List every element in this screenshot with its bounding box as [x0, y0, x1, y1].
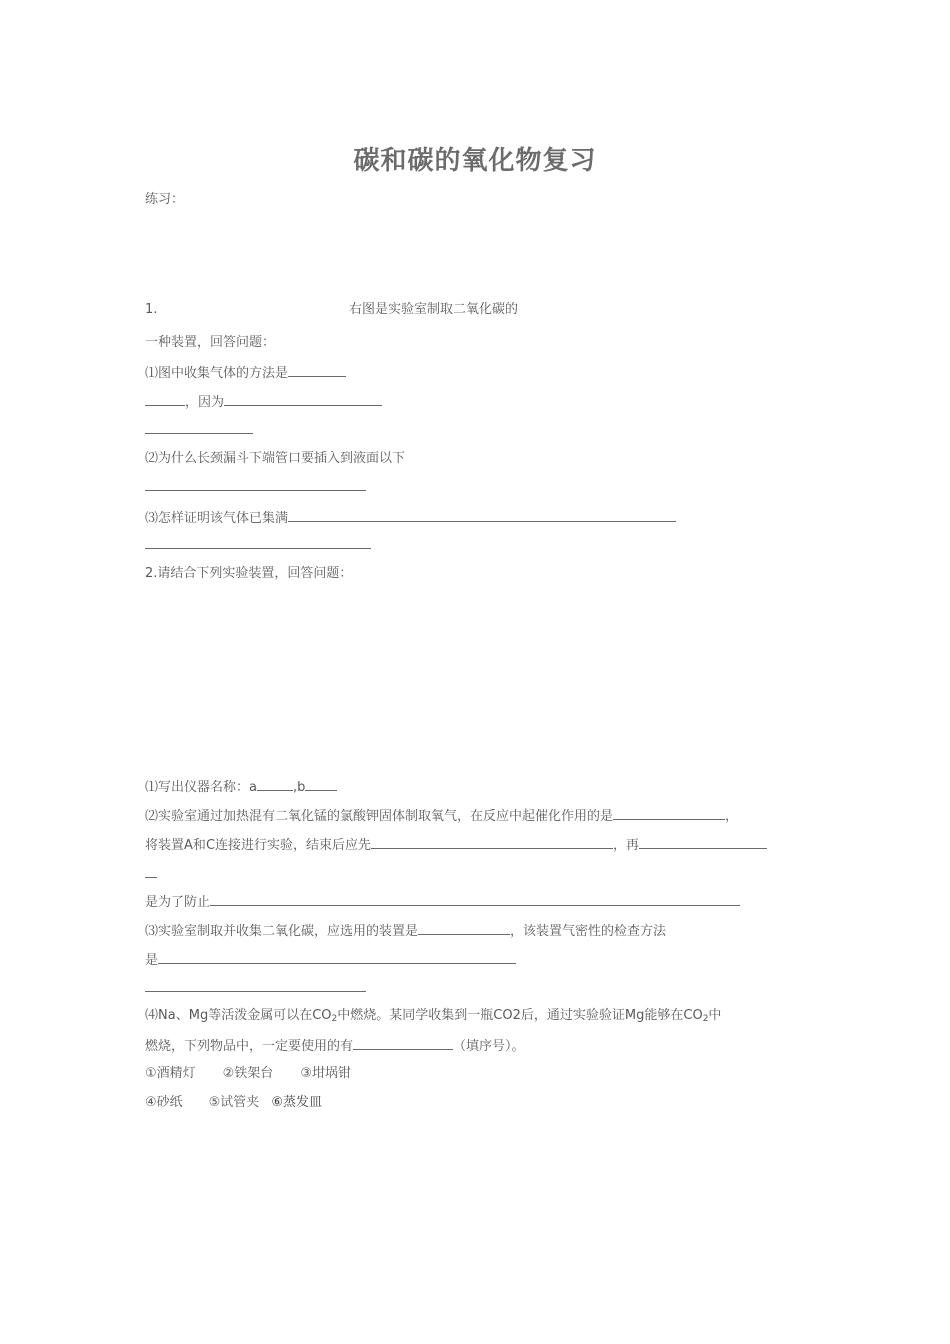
q2-p2-text: 实验室通过加热混有二氧化锰的氯酸钾固体制取氧气，在反应中起催化作用的是	[158, 809, 614, 824]
q2-part2	[145, 806, 738, 826]
q1-p1-because: ，因为	[185, 395, 225, 410]
q1-p2-text: 为什么长颈漏斗下端管口要插入到液面以下	[158, 451, 406, 466]
q2-p4-text-b: 等活泼金属可以在	[208, 1008, 313, 1023]
q1-p1-blank-b[interactable]	[145, 392, 185, 406]
option-3: ③坩埚钳	[300, 1066, 351, 1081]
q2-p2-then: ，再	[613, 838, 640, 853]
q2-options-row2	[145, 1094, 322, 1112]
q1-part3	[145, 508, 676, 528]
q1-p3-label: ⑶	[145, 511, 159, 526]
q2-p1-b: ,b	[292, 780, 306, 795]
intro-label: 练习：	[145, 192, 185, 207]
q1-part1	[145, 363, 346, 383]
q2-p4-mg2: Mg	[624, 1008, 645, 1023]
q2-header: 2.请结合下列实验装置，回答问题：	[145, 566, 353, 581]
q1-number: 1.	[145, 302, 158, 317]
q2-p2-and: 和	[192, 838, 206, 853]
q2-p4-mg: Mg	[188, 1008, 209, 1023]
q2-p4-subscript: 2	[331, 1014, 338, 1024]
q1-p3-text: 怎样证明该气体已集满	[158, 511, 289, 526]
q2-p3-blank-b[interactable]	[158, 950, 516, 964]
q2-p2-line4: 是为了防止	[145, 895, 211, 910]
q2-p4-sep: 、	[175, 1008, 189, 1023]
option-4: ④砂纸	[145, 1095, 183, 1110]
q2-part4	[145, 1007, 721, 1028]
q1-p3-blank-a[interactable]	[288, 508, 676, 522]
q1-part1-cont	[145, 392, 382, 412]
q2-part2-line4	[145, 892, 740, 912]
q2-p4-na: Na	[158, 1008, 176, 1023]
q1-p1-blank-c[interactable]	[224, 392, 382, 406]
q2-p4-text-e: 能够在	[644, 1008, 684, 1023]
option-2: ②铁架台	[222, 1066, 274, 1081]
q1-p1-text: 图中收集气体的方法是	[158, 366, 289, 381]
q2-options-row1	[145, 1065, 351, 1083]
q2-p2-line2b: 连接进行实验，结束后应先	[215, 838, 372, 853]
q2-p2-blank-b[interactable]	[371, 835, 613, 849]
q2-part2-line2	[145, 835, 767, 855]
q2-p2-blank-d[interactable]	[145, 877, 157, 878]
q2-p4-subscript-b: 2	[702, 1014, 709, 1024]
q2-p1-label: ⑴	[145, 780, 159, 795]
q2-p3-text2: ，该装置气密性的检查方法	[510, 924, 667, 939]
q2-p2-comma: ，	[725, 809, 739, 824]
q2-p3-line2: 是	[145, 953, 159, 968]
q2-p1-text: 写出仪器名称：a	[158, 780, 257, 795]
option-6: ⑥蒸发皿	[271, 1095, 322, 1110]
q2-p4-text-d: 后，通过实验验证	[520, 1008, 625, 1023]
q2-p1-blank-b[interactable]	[305, 777, 337, 791]
q2-p4-text-f: 中	[708, 1008, 722, 1023]
page-title: 碳和碳的氧化物复习	[353, 146, 597, 176]
q2-p4-line2b: （填序号）。	[453, 1039, 525, 1054]
q1-p2-blank[interactable]	[145, 490, 366, 491]
q2-p2-A: A	[184, 838, 193, 853]
q1-text-right: 右图是实验室制取二氧化碳的	[349, 302, 519, 317]
q2-p2-C: C	[205, 838, 216, 853]
q2-p4-label: ⑷	[145, 1008, 159, 1023]
q2-p4-text-c: 中燃烧。某同学收集到一瓶	[337, 1008, 494, 1023]
option-5: ⑤试管夹	[208, 1095, 260, 1110]
q2-p3-text: 实验室制取并收集二氧化碳，应选用的装置是	[158, 924, 419, 939]
q2-part3	[145, 921, 666, 941]
q2-p4-co: CO	[312, 1008, 332, 1023]
q2-p2-blank-c[interactable]	[639, 835, 767, 849]
q2-p3-blank-a[interactable]	[418, 921, 510, 935]
q2-p2-line2a: 将装置	[145, 838, 185, 853]
q2-p2-blank-a[interactable]	[613, 806, 725, 820]
q1-p1-blank-d[interactable]	[145, 433, 253, 434]
q2-p4-blank[interactable]	[353, 1036, 453, 1050]
q2-p2-label: ⑵	[145, 809, 159, 824]
q2-part3-line2	[145, 950, 516, 970]
q2-part1	[145, 777, 337, 797]
q1-p2-label: ⑵	[145, 451, 159, 466]
option-1: ①酒精灯	[145, 1066, 196, 1081]
q1-p1-blank-a[interactable]	[288, 363, 346, 377]
q2-p4-co-b: CO	[683, 1008, 703, 1023]
q2-p4-line2a: 燃烧，下列物品中，一定要使用的有	[145, 1039, 354, 1054]
q1-p3-blank-b[interactable]	[145, 548, 371, 549]
q2-p4-co2: CO2	[493, 1008, 521, 1023]
q1-p1-label: ⑴	[145, 366, 159, 381]
q2-p3-label: ⑶	[145, 924, 159, 939]
q2-p2-blank-e[interactable]	[210, 892, 740, 906]
q2-part4-line2	[145, 1036, 525, 1056]
q2-p3-blank-c[interactable]	[145, 991, 366, 992]
q1-part2	[145, 450, 405, 468]
q1-line2: 一种装置，回答问题：	[145, 335, 276, 350]
q2-p1-blank-a[interactable]	[257, 777, 293, 791]
